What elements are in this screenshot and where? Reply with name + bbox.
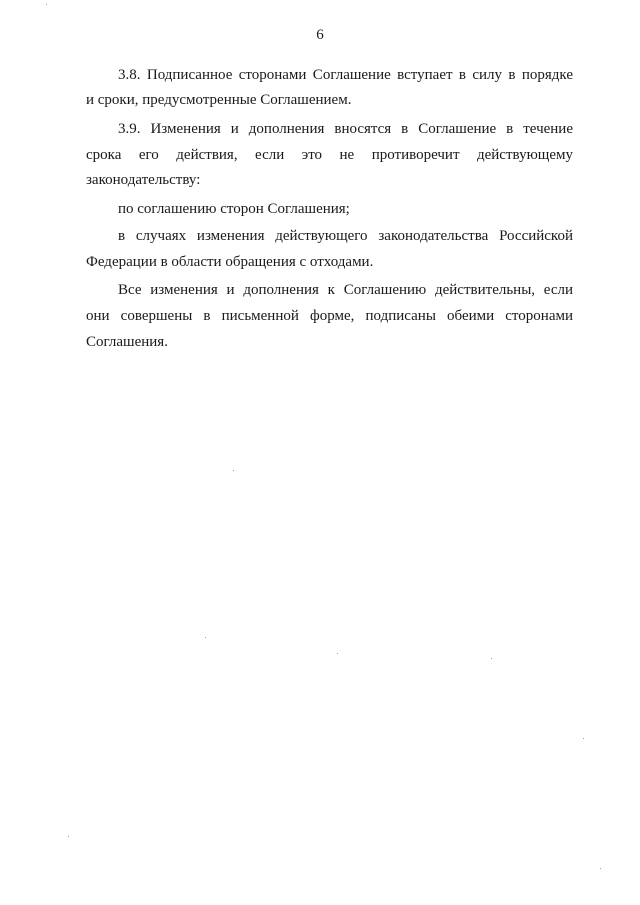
scan-speck xyxy=(68,836,69,837)
page-number: 6 xyxy=(316,27,324,43)
paragraph-line: они совершены в письменной форме, подписаны обеими сторонами xyxy=(86,308,573,324)
paragraph-line: Федерации в области обращения с отходами. xyxy=(86,254,374,270)
scan-speck xyxy=(46,4,47,5)
scan-speck xyxy=(583,738,584,739)
scan-speck xyxy=(600,868,601,869)
paragraph-line: Все изменения и дополнения к Соглашению действительны, если xyxy=(118,282,573,298)
paragraph-line: срока его действия, если это не противоречит действующему xyxy=(86,147,573,163)
scan-speck xyxy=(491,658,492,659)
paragraph-line: 3.8. Подписанное сторонами Соглашение вступает в силу в порядке xyxy=(118,67,573,83)
scan-speck xyxy=(205,637,206,638)
paragraph-line: Соглашения. xyxy=(86,334,168,350)
scan-speck xyxy=(233,470,234,471)
paragraph-line: и сроки, предусмотренные Соглашением. xyxy=(86,92,352,108)
paragraph-line: законодательству: xyxy=(86,172,201,188)
paragraph-line: по соглашению сторон Соглашения; xyxy=(118,201,350,217)
paragraph-line: 3.9. Изменения и дополнения вносятся в Соглашение в течение xyxy=(118,121,573,137)
scan-speck xyxy=(337,653,338,654)
paragraph-line: в случаях изменения действующего законодательства Российской xyxy=(118,228,573,244)
